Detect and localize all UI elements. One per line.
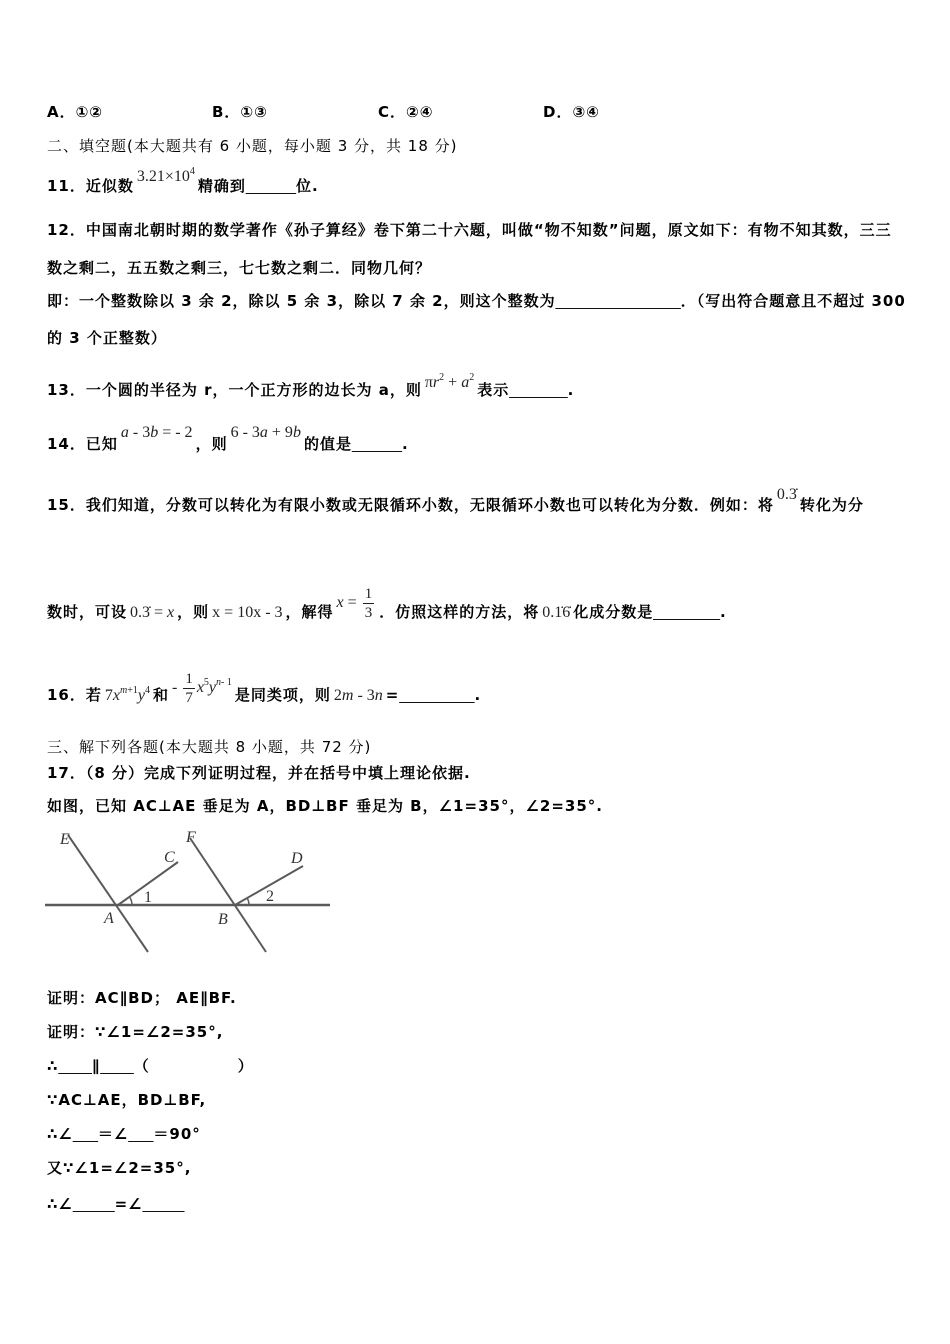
math-term: a — [461, 374, 470, 391]
proof-line-4 — [47, 1125, 201, 1144]
q15-line2-part-5: 化成分数是 — [573, 603, 654, 622]
math-term: - — [171, 679, 182, 697]
q12-line3-suffix: ．（写出符合题意且不超过 300 — [680, 292, 906, 310]
proof-l6-blank-2: _____ — [142, 1196, 185, 1213]
proof-l2-parallel: ∥ — [91, 1057, 101, 1075]
math-term: n — [374, 687, 383, 705]
q11-math — [137, 163, 195, 186]
option-a: A．①② — [47, 103, 104, 121]
q12-blank: _______________ — [555, 293, 681, 310]
proof-line-2 — [47, 1057, 254, 1076]
q16-mid-3: = — [385, 686, 400, 705]
fraction-denominator: 3 — [364, 605, 373, 621]
fraction-denominator: 7 — [185, 690, 193, 706]
math-term: y — [208, 679, 217, 697]
math-term: 2 — [333, 687, 342, 705]
q13-prefix: 13．一个圆的半径为 r，一个正方形的边长为 a，则 — [47, 381, 422, 399]
q16-end: . — [474, 686, 482, 705]
question-12-line-4: 的 3 个正整数） — [47, 329, 167, 347]
proof-line-5: 又∵∠1=∠2=35°, — [47, 1159, 192, 1177]
question-17-given: 如图，已知 AC⊥AE 垂足为 A，BD⊥BF 垂足为 B，∠1=35°，∠2=35°. — [47, 797, 603, 815]
q11-blank: ______ — [245, 178, 296, 195]
q15-line2-part-3: ，解得 — [285, 603, 334, 622]
math-term: 6 - 3 — [230, 424, 260, 441]
fraction-numerator: 1 — [185, 671, 193, 687]
proof-goal: 证明：AC∥BD； AE∥BF. — [47, 989, 237, 1007]
math-term: 0.3̇ — [776, 486, 797, 503]
fraction — [363, 585, 375, 622]
q11-end: 位. — [295, 177, 319, 195]
proof-l2-blank-2: ____ — [100, 1058, 134, 1075]
math-superscript: n — [216, 677, 222, 689]
question-12-line-2: 数之剩二，五五数之剩三，七七数之剩二．同物几何？ — [47, 259, 432, 277]
q15-line2-part-1: 数时，可设 — [47, 603, 128, 622]
q13-end: . — [567, 381, 575, 399]
math-term: - 3 — [128, 424, 151, 441]
proof-l2-close-paren: ） — [237, 1057, 254, 1075]
proof-l4-blank-1: ___ — [72, 1126, 98, 1143]
math-term: m — [341, 687, 354, 705]
q15-math-1 — [777, 486, 797, 504]
q15-line2-part-4: ．仿照这样的方法，将 — [379, 603, 540, 622]
q14-mid-1: ，则 — [195, 435, 228, 453]
q14-math-2 — [231, 424, 301, 442]
q15-blank: ________ — [653, 604, 720, 622]
math-term: + — [444, 374, 462, 391]
math-term: 0.1̇6̇ — [542, 604, 571, 622]
section-2-title: 二、填空题(本大题共有 6 小题，每小题 3 分，共 18 分) — [47, 137, 458, 155]
option-b: B．①③ — [212, 103, 268, 121]
question-12-line-3 — [47, 292, 906, 311]
math-term: 7 — [104, 687, 113, 705]
math-term: a — [259, 424, 268, 441]
option-c: C．②④ — [378, 103, 434, 121]
line-ea — [68, 835, 148, 952]
q16-math-3 — [334, 687, 383, 705]
math-term: x — [112, 687, 120, 705]
math-term: 3.21×10 — [136, 168, 190, 185]
math-superscript: 4 — [189, 166, 195, 177]
math-term: + 9 — [267, 424, 293, 441]
q16-prefix: 16．若 — [47, 686, 102, 705]
label-d: D — [291, 850, 303, 867]
proof-l4-part-1: ∴∠ — [47, 1125, 73, 1143]
q16-math-2 — [172, 670, 232, 707]
proof-l4-part-3: ＝90° — [153, 1125, 201, 1143]
math-term: a — [120, 424, 129, 441]
math-term: = — [343, 594, 361, 612]
q14-math-1 — [121, 424, 193, 442]
q14-blank: ______ — [351, 436, 403, 453]
proof-line-1: 证明：∵∠1=∠2=35°, — [47, 1023, 224, 1041]
label-e: E — [60, 831, 70, 848]
math-superscript: 2 — [439, 372, 445, 383]
q14-end: . — [402, 435, 409, 453]
q16-math-1 — [105, 682, 150, 705]
math-term: r — [432, 374, 440, 391]
proof-l6-part-2: =∠ — [114, 1195, 143, 1213]
math-term: x — [336, 594, 344, 612]
option-d: D．③④ — [543, 103, 600, 121]
math-term: x — [196, 679, 204, 697]
fraction — [183, 670, 195, 707]
fraction-numerator: 1 — [364, 586, 373, 602]
label-angle-1: 1 — [144, 889, 152, 906]
q11-mid: 精确到 — [197, 177, 246, 195]
question-17-title: 17．（8 分）完成下列证明过程，并在括号中填上理论依据. — [47, 764, 471, 782]
math-superscript: 2 — [469, 372, 475, 383]
q13-math — [425, 369, 474, 392]
math-term: y — [137, 687, 145, 705]
q11-prefix: 11．近似数 — [47, 177, 134, 195]
proof-l6-part-1: ∴∠ — [47, 1195, 73, 1213]
question-16 — [47, 671, 482, 715]
proof-l4-part-2: ＝∠ — [97, 1125, 129, 1143]
q15-line2-part-2: ，则 — [177, 603, 210, 622]
math-superscript: m — [119, 685, 128, 697]
proof-l2-therefore: ∴ — [47, 1057, 59, 1075]
proof-l2-open-paren: （ — [133, 1057, 150, 1075]
math-term: = - 2 — [158, 424, 193, 441]
label-b: B — [218, 911, 228, 928]
q16-blank: _________ — [399, 687, 475, 705]
geometry-figure — [40, 820, 340, 960]
q15-line1-suffix: 转化为分 — [799, 496, 864, 514]
q15-end: . — [719, 603, 727, 622]
math-term: = — [150, 604, 168, 622]
q14-prefix: 14．已知 — [47, 435, 118, 453]
label-angle-2: 2 — [266, 888, 274, 905]
question-15-line-2 — [47, 586, 727, 632]
q15-math-4 — [337, 585, 377, 622]
math-superscript: +1 — [127, 685, 138, 697]
q12-line3-prefix: 即：一个整数除以 3 余 2，除以 5 余 3，除以 7 余 2，则这个整数为 — [47, 292, 556, 310]
q13-mid: 表示 — [477, 381, 510, 399]
math-superscript: - 1 — [221, 677, 232, 689]
proof-l4-blank-2: ___ — [128, 1126, 154, 1143]
math-term: - 3 — [353, 687, 375, 705]
math-term: x — [167, 604, 175, 622]
question-15-line-1 — [47, 486, 864, 515]
math-superscript: 4 — [144, 685, 150, 697]
q14-mid-2: 的值是 — [303, 435, 352, 453]
q16-mid-2: 是同类项，则 — [234, 686, 331, 705]
section-3-title: 三、解下列各题(本大题共 8 小题，共 72 分) — [47, 738, 372, 756]
proof-l2-blank-1: ____ — [58, 1058, 92, 1075]
math-term: 0.3̇ — [130, 604, 151, 622]
math-term: x = 10x - 3 — [212, 604, 283, 622]
line-fb — [190, 838, 266, 952]
q15-math-5 — [542, 604, 570, 622]
q13-blank: _______ — [509, 382, 568, 399]
label-c: C — [164, 849, 175, 866]
question-12-line-1: 12．中国南北朝时期的数学著作《孙子算经》卷下第二十六题，叫做“物不知数”问题，原文如下：有物不知其数，三三 — [47, 221, 892, 239]
q15-line1-prefix: 15．我们知道，分数可以转化为有限小数或无限循环小数，无限循环小数也可以转化为分数．例如：将 — [47, 496, 774, 514]
q16-mid-1: 和 — [152, 686, 169, 705]
label-f: F — [186, 829, 196, 846]
math-term: b — [150, 424, 159, 441]
label-a: A — [104, 910, 114, 927]
question-11 — [47, 166, 319, 196]
math-term: b — [292, 424, 301, 441]
q15-math-3 — [212, 604, 282, 622]
proof-line-6 — [47, 1195, 184, 1214]
question-14 — [47, 424, 409, 454]
math-superscript: 5 — [203, 677, 209, 689]
proof-l6-blank-1: _____ — [72, 1196, 115, 1213]
q15-math-2 — [130, 604, 174, 622]
proof-line-3: ∵AC⊥AE，BD⊥BF, — [47, 1091, 207, 1109]
math-term: π — [424, 374, 433, 391]
question-13 — [47, 372, 575, 400]
